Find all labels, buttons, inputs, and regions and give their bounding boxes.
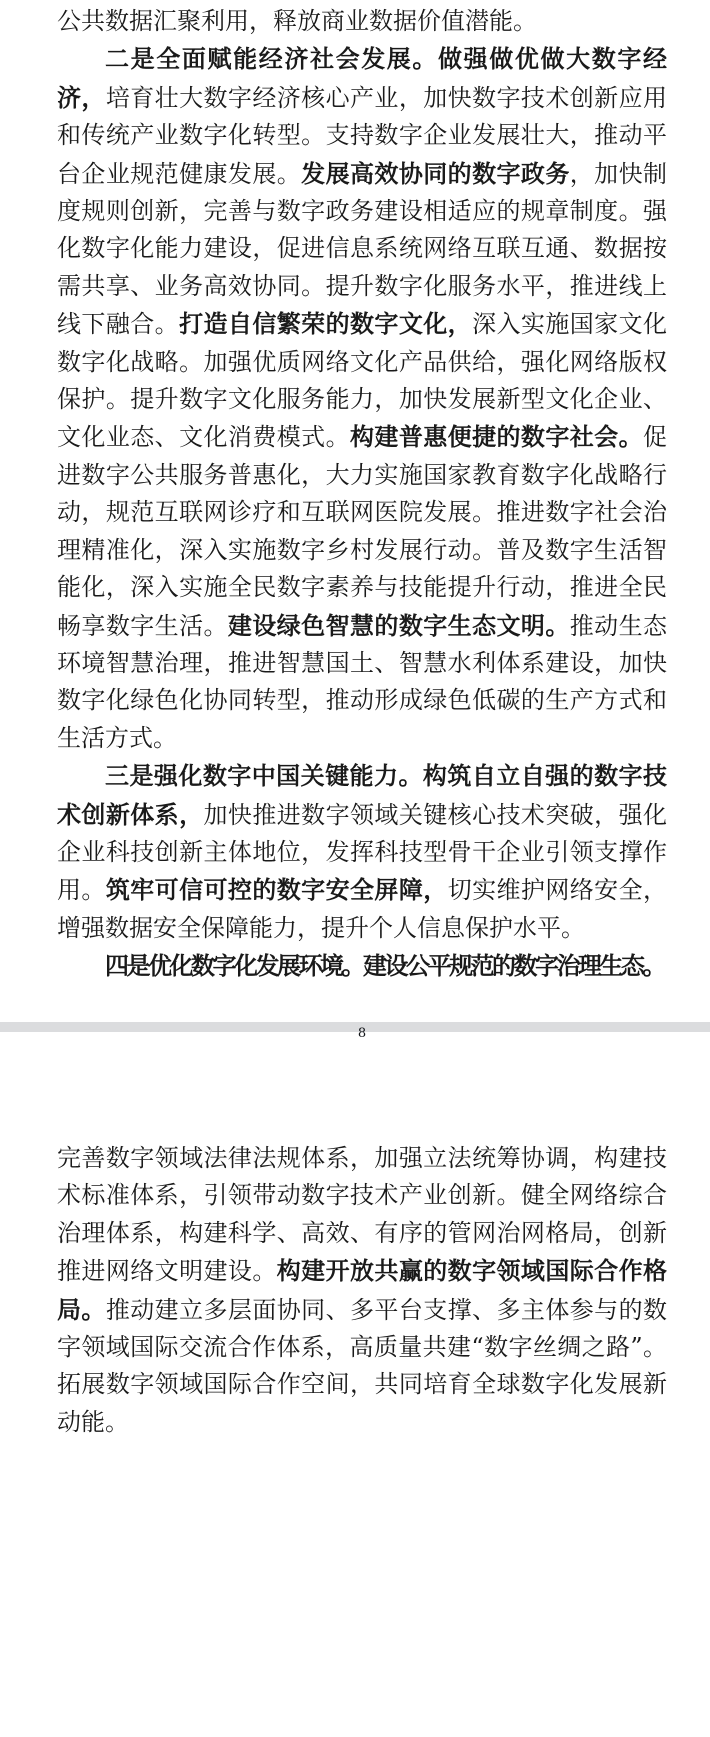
paragraph (57, 3, 667, 40)
text-run: 促进数字公共服务普惠化，大力实施国家教育数字化战略行动，规范互联网诊疗和互联网医院发展。推进数字社会治理精准化，深入实施数字乡村发展行动。普及数字生活智能化，深入实施全民数字素养与技能提升行动，推进全民畅享数字生活。 (57, 423, 667, 640)
paragraph (57, 757, 667, 947)
bold-text-run: 筑牢可信可控的数字安全屏障， (105, 875, 448, 905)
page-9-text-block (57, 1140, 667, 1441)
bold-text-run: 四是优化数字化发展环境。建设公平规范的数字治理生态。 (105, 951, 664, 981)
text-run: ，加快制度规则创新，完善与数字政务建设相适应的规章制度。强化数字化能力建设，促进信息系统网络互联互通、数据按需共享、业务高效协同。提升数字化服务水平，推进线上线下融合。 (57, 159, 668, 339)
text-run: 深入实施国家文化数字化战略。加强优质网络文化产品供给，强化网络版权保护。提升数字文化服务能力，加快发展新型文化企业、文化业态、文化消费模式。 (57, 310, 668, 452)
page-8-text-block (57, 3, 667, 986)
text-run: 完善数字领域法律法规体系，加强立法统筹协调，构建技术标准体系，引领带动数字技术产业创新。健全网络综合治理体系，构建科学、高效、有序的管网治网格局，创新推进网络文明建设。 (57, 1144, 667, 1286)
bold-text-run: 三是强化数字中国关键能力。构筑自立自强的数字技术创新体系， (57, 761, 667, 829)
bold-text-run: 二是全面赋能经济社会发展。做强做优做大数字经济， (57, 44, 667, 112)
page-9 (0, 1032, 710, 1737)
text-run: 切实维护网络安全，增强数据安全保障能力，提升个人信息保护水平。 (57, 876, 668, 942)
bold-text-run: 构建普惠便捷的数字社会。 (350, 422, 643, 452)
text-run: 公共数据汇聚利用，释放商业数据价值潜能。 (57, 7, 537, 35)
page-separator (0, 1022, 710, 1032)
bold-text-run: 打造自信繁荣的数字文化， (179, 309, 473, 339)
bold-text-run: 构建开放共赢的数字领域国际合作格局。 (57, 1256, 667, 1324)
paragraph (57, 947, 667, 985)
page-number: 8 (357, 1025, 367, 1041)
text-run: 推动建立多层面协同、多平台支撑、多主体参与的数字领域国际交流合作体系，高质量共建“数字丝绸之路”。拓展数字领域国际合作空间，共同培育全球数字化发展新动能。 (57, 1295, 668, 1436)
paragraph (57, 1140, 667, 1441)
bold-text-run: 建设绿色智慧的数字生态文明。 (227, 610, 570, 640)
text-run: 加快推进数字领域关键核心技术突破，强化企业科技创新主体地位，发挥科技型骨干企业引领支撑作用。 (57, 800, 667, 905)
text-run: 培育壮大数字经济核心产业，加快数字技术创新应用和传统产业数字化转型。支持数字企业发展壮大，推动平台企业规范健康发展。 (57, 83, 668, 188)
text-run: 推动生态环境智慧治理，推进智慧国土、智慧水利体系建设，加快数字化绿色化协同转型，推动形成绿色低碳的生产方式和生活方式。 (57, 611, 668, 752)
bold-text-run: 发展高效协同的数字政务 (301, 158, 570, 188)
paragraph (57, 40, 667, 757)
